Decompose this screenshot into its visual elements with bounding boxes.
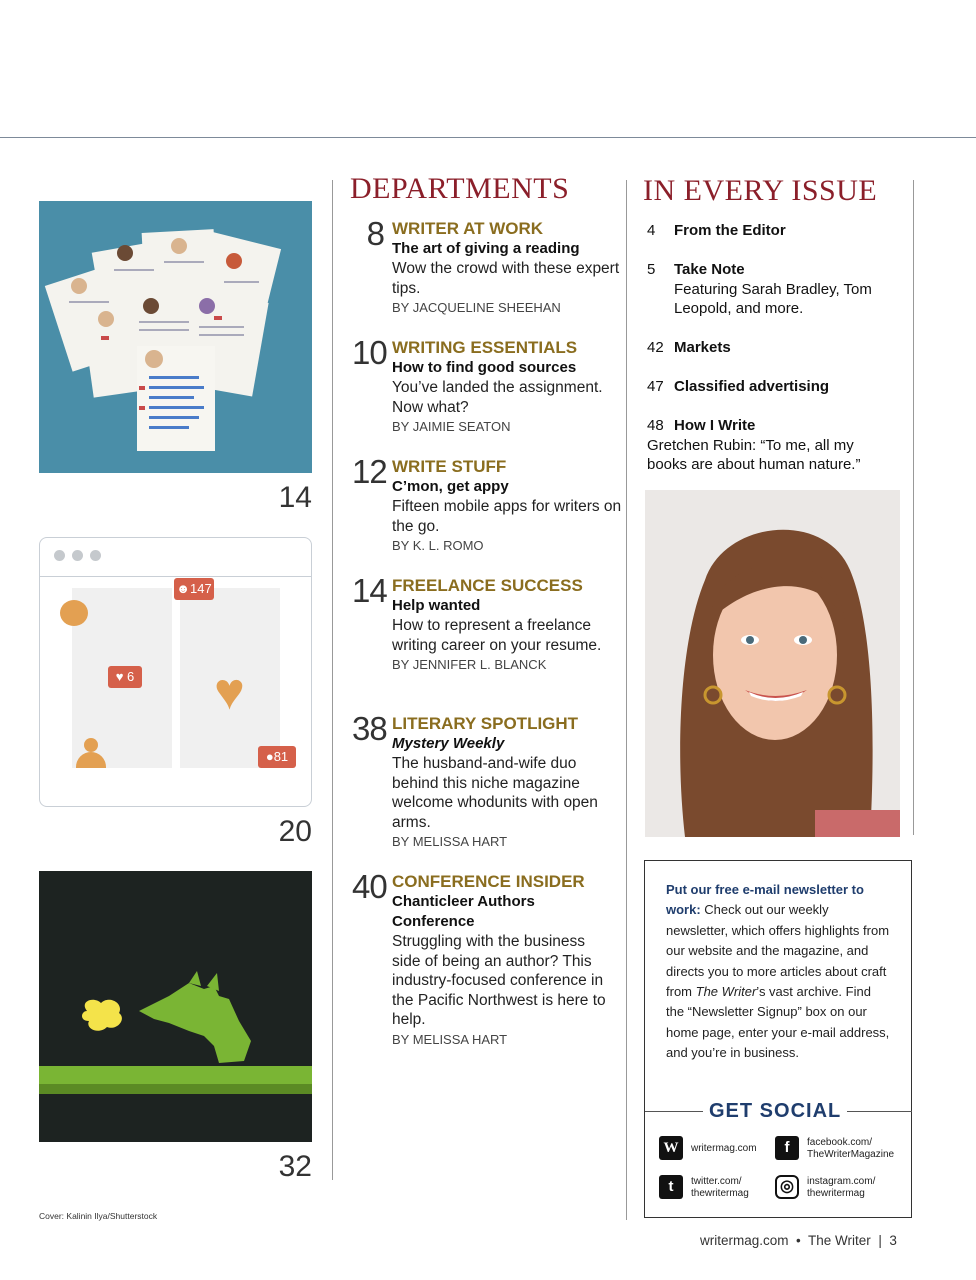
- issue-page-number: 47: [647, 378, 664, 395]
- top-rule: [0, 137, 976, 138]
- dept-byline: BY JAIMIE SEATON: [392, 419, 511, 434]
- dept-desc: The husband-and-wife duo behind this niche magazine welcome whodunits with open arms.: [392, 755, 598, 831]
- dept-byline: BY MELISSA HART: [392, 1031, 508, 1047]
- comments-count: 81: [273, 749, 289, 764]
- column-divider: [332, 180, 333, 1180]
- dept-byline: BY JENNIFER L. BLANCK: [392, 657, 547, 672]
- issue-heading: Take Note: [674, 261, 745, 278]
- cover-credit: Cover: Kalinin Ilya/Shutterstock: [39, 1211, 158, 1221]
- dept-title: Chanticleer Authors Conference: [392, 893, 535, 930]
- newsletter-body-a: Check out our weekly newsletter, which offers highlights from our website and the magazine, and directs you to more articles about craft from: [666, 902, 890, 1000]
- twitter-icon: t: [659, 1175, 683, 1199]
- facebook-icon: f: [775, 1136, 799, 1160]
- footer-site[interactable]: writermag.com: [700, 1233, 789, 1248]
- issue-page-number: 5: [647, 261, 656, 278]
- issue-desc: Gretchen Rubin: “To me, all my books are about human nature.”: [647, 436, 861, 473]
- dept-title: C’mon, get appy: [392, 478, 509, 495]
- user-icon: [76, 738, 106, 766]
- dept-page-number: 10: [352, 334, 387, 371]
- social-link-text: writermag.com: [691, 1143, 757, 1154]
- dept-title: How to find good sources: [392, 359, 577, 376]
- dept-category: FREELANCE SUCCESS: [392, 576, 583, 595]
- dept-category: CONFERENCE INSIDER: [392, 872, 585, 891]
- thumbnail-page-number: 32: [278, 1150, 312, 1183]
- issue-heading: How I Write: [674, 417, 756, 434]
- newsletter-body-b: ’s vast archive. Find the “Newsletter Signup” box on our home page, enter your e-mail address, and you’re in business.: [666, 984, 890, 1061]
- thumbnail-resumes[interactable]: [39, 201, 312, 473]
- resumes-illustration: [39, 201, 312, 473]
- social-link-instagram[interactable]: [775, 1175, 905, 1205]
- departments-heading: DEPARTMENTS: [350, 172, 570, 205]
- newsletter-body-em: The Writer: [695, 984, 757, 1000]
- portrait-illustration: [645, 490, 900, 837]
- social-link-text: twitter.com/ thewritermag: [691, 1176, 749, 1199]
- author-portrait: [645, 490, 900, 837]
- likes-badge: ♥ 6: [108, 666, 142, 688]
- issue-desc: Featuring Sarah Bradley, Tom Leopold, and more.: [674, 280, 872, 317]
- dept-category: WRITING ESSENTIALS: [392, 338, 578, 357]
- issue-heading: Markets: [674, 339, 731, 356]
- issue-heading: Classified advertising: [674, 378, 830, 395]
- thumbnail-game-dragon[interactable]: [39, 871, 312, 1142]
- dept-page-number: 12: [352, 453, 387, 490]
- comments-badge: ●81: [258, 746, 296, 768]
- thumbnail-page-number: 14: [278, 481, 312, 514]
- newsletter-box: [644, 860, 912, 1218]
- issue-item[interactable]: [647, 338, 907, 358]
- dept-title: Mystery Weekly: [392, 735, 505, 752]
- writer-logo-icon: W: [659, 1136, 683, 1160]
- likes-count: 6: [127, 669, 135, 684]
- dept-desc: You’ve landed the assignment. Now what?: [392, 379, 603, 416]
- column-divider: [626, 180, 627, 1220]
- issue-page-number: 4: [647, 222, 656, 239]
- dept-title: The art of giving a reading: [392, 240, 580, 257]
- dept-desc: Fifteen mobile apps for writers on the go.: [392, 498, 622, 535]
- footer-bullet: •: [796, 1233, 801, 1248]
- social-link-facebook[interactable]: [775, 1136, 905, 1166]
- column-divider: [913, 180, 914, 835]
- thumbnail-social-apps[interactable]: [39, 537, 312, 807]
- issue-page-number: 42: [647, 339, 664, 356]
- footer-magazine: The Writer: [808, 1233, 871, 1248]
- dept-byline: BY MELISSA HART: [392, 834, 508, 849]
- dept-byline: BY K. L. ROMO: [392, 538, 484, 553]
- instagram-icon: ◎: [775, 1175, 799, 1199]
- newsletter-text: [666, 880, 891, 1064]
- chat-bubble-icon: [60, 600, 88, 626]
- window-dot-icon: [54, 550, 65, 561]
- page-footer: [700, 1233, 897, 1248]
- dept-category: WRITE STUFF: [392, 457, 507, 476]
- issue-heading: From the Editor: [674, 222, 786, 239]
- social-link-text: instagram.com/ thewritermag: [807, 1176, 876, 1199]
- issue-page-number: 48: [647, 417, 664, 434]
- dept-page-number: 38: [352, 710, 387, 747]
- window-dot-icon: [90, 550, 101, 561]
- dept-category: WRITER AT WORK: [392, 219, 544, 238]
- dept-title: Help wanted: [392, 597, 481, 614]
- footer-separator: |: [878, 1233, 882, 1248]
- dept-desc: How to represent a freelance writing career on your resume.: [392, 617, 602, 654]
- followers-badge: ☻147: [174, 578, 214, 600]
- footer-page-number: 3: [889, 1233, 897, 1248]
- dragon-game-illustration: [39, 871, 312, 1142]
- dept-page-number: 40: [352, 868, 387, 905]
- social-link-text: facebook.com/ TheWriterMagazine: [807, 1137, 895, 1160]
- issue-item[interactable]: [647, 260, 907, 319]
- dept-page-number: 14: [352, 572, 387, 609]
- social-link-writermag[interactable]: [659, 1136, 774, 1164]
- dept-category: LITERARY SPOTLIGHT: [392, 714, 579, 733]
- dept-desc: Wow the crowd with these expert tips.: [392, 260, 620, 297]
- thumbnail-page-number: 20: [278, 815, 312, 848]
- window-dot-icon: [72, 550, 83, 561]
- dept-page-number: 8: [366, 215, 384, 252]
- social-link-twitter[interactable]: [659, 1175, 774, 1205]
- dept-byline: BY JACQUELINE SHEEHAN: [392, 300, 561, 315]
- followers-count: 147: [189, 581, 212, 596]
- every-issue-heading: IN EVERY ISSUE: [643, 174, 878, 207]
- get-social-heading: GET SOCIAL: [703, 1100, 847, 1123]
- issue-item[interactable]: [647, 377, 907, 397]
- issue-item[interactable]: [647, 221, 907, 241]
- dept-desc: Struggling with the business side of being an author? This industry-focused conference in the Pacific Northwest is here to help.: [392, 933, 606, 1028]
- issue-item[interactable]: [647, 416, 907, 475]
- heart-icon: ♥: [214, 663, 245, 721]
- newsletter-lead: Put our free e-mail newsletter to work:: [666, 882, 864, 918]
